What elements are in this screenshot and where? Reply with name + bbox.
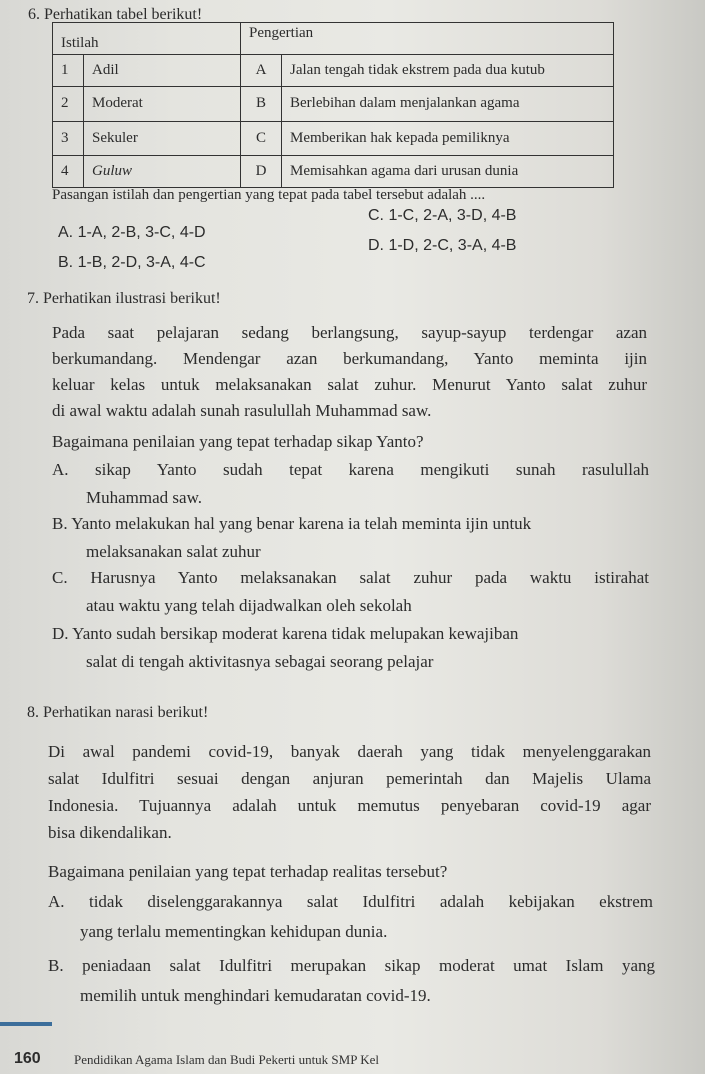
q8-option-b-cont: memilih untuk menghindari kemudaratan covid-19. — [80, 986, 431, 1005]
page-number: 160 — [14, 1050, 41, 1067]
q7-option-c[interactable]: C. Harusnya Yanto melaksanakan salat zuhur pada waktu istirahat — [52, 568, 649, 587]
q7-option-c-cont: atau waktu yang telah dijadwalkan oleh sekolah — [86, 596, 412, 615]
row-number: 3 — [53, 121, 84, 155]
q7-option-b-cont: melaksanakan salat zuhur — [86, 542, 261, 561]
q8-option-a[interactable]: A. tidak diselenggarakannya salat Idulfitri adalah kebijakan ekstrem — [48, 892, 653, 911]
row-term: Sekuler — [84, 121, 241, 155]
row-letter: D — [241, 155, 282, 187]
term-definition-table — [52, 22, 614, 188]
row-term: Moderat — [84, 87, 241, 121]
row-number: 2 — [53, 87, 84, 121]
row-meaning: Memisahkan agama dari urusan dunia — [282, 155, 614, 187]
q7-option-b[interactable]: B. Yanto melakukan hal yang benar karena ia telah meminta ijin untuk — [52, 514, 532, 533]
row-letter: C — [241, 121, 282, 155]
q8-story — [48, 738, 651, 846]
story-line: Pada saat pelajaran sedang berlangsung, sayup-sayup terdengar azan — [52, 323, 647, 342]
q8-question: Bagaimana penilaian yang tepat terhadap realitas tersebut? — [48, 862, 448, 881]
row-number: 1 — [53, 55, 84, 87]
row-term: Guluw — [84, 155, 241, 187]
row-meaning: Memberikan hak kepada pemiliknya — [282, 121, 614, 155]
q6-option-d[interactable]: D. 1-D, 2-C, 3-A, 4-B — [368, 237, 517, 254]
story-line: bisa dikendalikan. — [48, 823, 172, 842]
story-line: salat Idulfitri sesuai dengan anjuran pemerintah dan Majelis Ulama — [48, 769, 651, 788]
q7-option-a[interactable]: A. sikap Yanto sudah tepat karena mengikuti sunah rasulullah — [52, 460, 649, 479]
q7-option-d[interactable]: D. Yanto sudah bersikap moderat karena tidak melupakan kewajiban — [52, 624, 519, 643]
q6-option-c[interactable]: C. 1-C, 2-A, 3-D, 4-B — [368, 207, 517, 224]
row-number: 4 — [53, 155, 84, 187]
footer-rule — [0, 1022, 52, 1026]
q7-option-a-cont: Muhammad saw. — [86, 488, 202, 507]
story-line: di awal waktu adalah sunah rasulullah Muhammad saw. — [52, 401, 432, 420]
header-pengertian: Pengertian — [241, 23, 614, 55]
q7-question: Bagaimana penilaian yang tepat terhadap sikap Yanto? — [52, 432, 424, 451]
q6-title: 6. Perhatikan tabel berikut! — [28, 6, 203, 23]
story-line: keluar kelas untuk melaksanakan salat zuhur. Menurut Yanto salat zuhur — [52, 375, 647, 394]
footer-book-title: Pendidikan Agama Islam dan Budi Pekerti untuk SMP Kel — [74, 1052, 379, 1067]
row-letter: B — [241, 87, 282, 121]
row-term: Adil — [84, 55, 241, 87]
row-meaning: Jalan tengah tidak ekstrem pada dua kutub — [282, 55, 614, 87]
header-istilah: Istilah — [53, 23, 241, 55]
row-meaning: Berlebihan dalam menjalankan agama — [282, 87, 614, 121]
q6-option-b[interactable]: B. 1-B, 2-D, 3-A, 4-C — [58, 254, 206, 271]
q8-option-b[interactable]: B. peniadaan salat Idulfitri merupakan sikap moderat umat Islam yang — [48, 956, 655, 975]
q8-title: 8. Perhatikan narasi berikut! — [27, 704, 209, 721]
q7-title: 7. Perhatikan ilustrasi berikut! — [27, 290, 221, 307]
q7-story — [52, 320, 647, 424]
q8-option-a-cont: yang terlalu mementingkan kehidupan dunia. — [80, 922, 388, 941]
q6-option-a[interactable]: A. 1-A, 2-B, 3-C, 4-D — [58, 224, 206, 241]
story-line: Indonesia. Tujuannya adalah untuk memutus penyebaran covid-19 agar — [48, 796, 651, 815]
story-line: berkumandang. Mendengar azan berkumandang, Yanto meminta ijin — [52, 349, 647, 368]
q6-question: Pasangan istilah dan pengertian yang tepat pada tabel tersebut adalah .... — [52, 187, 486, 203]
story-line: Di awal pandemi covid-19, banyak daerah yang tidak menyelenggarakan — [48, 742, 651, 761]
row-letter: A — [241, 55, 282, 87]
q7-option-d-cont: salat di tengah aktivitasnya sebagai seorang pelajar — [86, 652, 434, 671]
